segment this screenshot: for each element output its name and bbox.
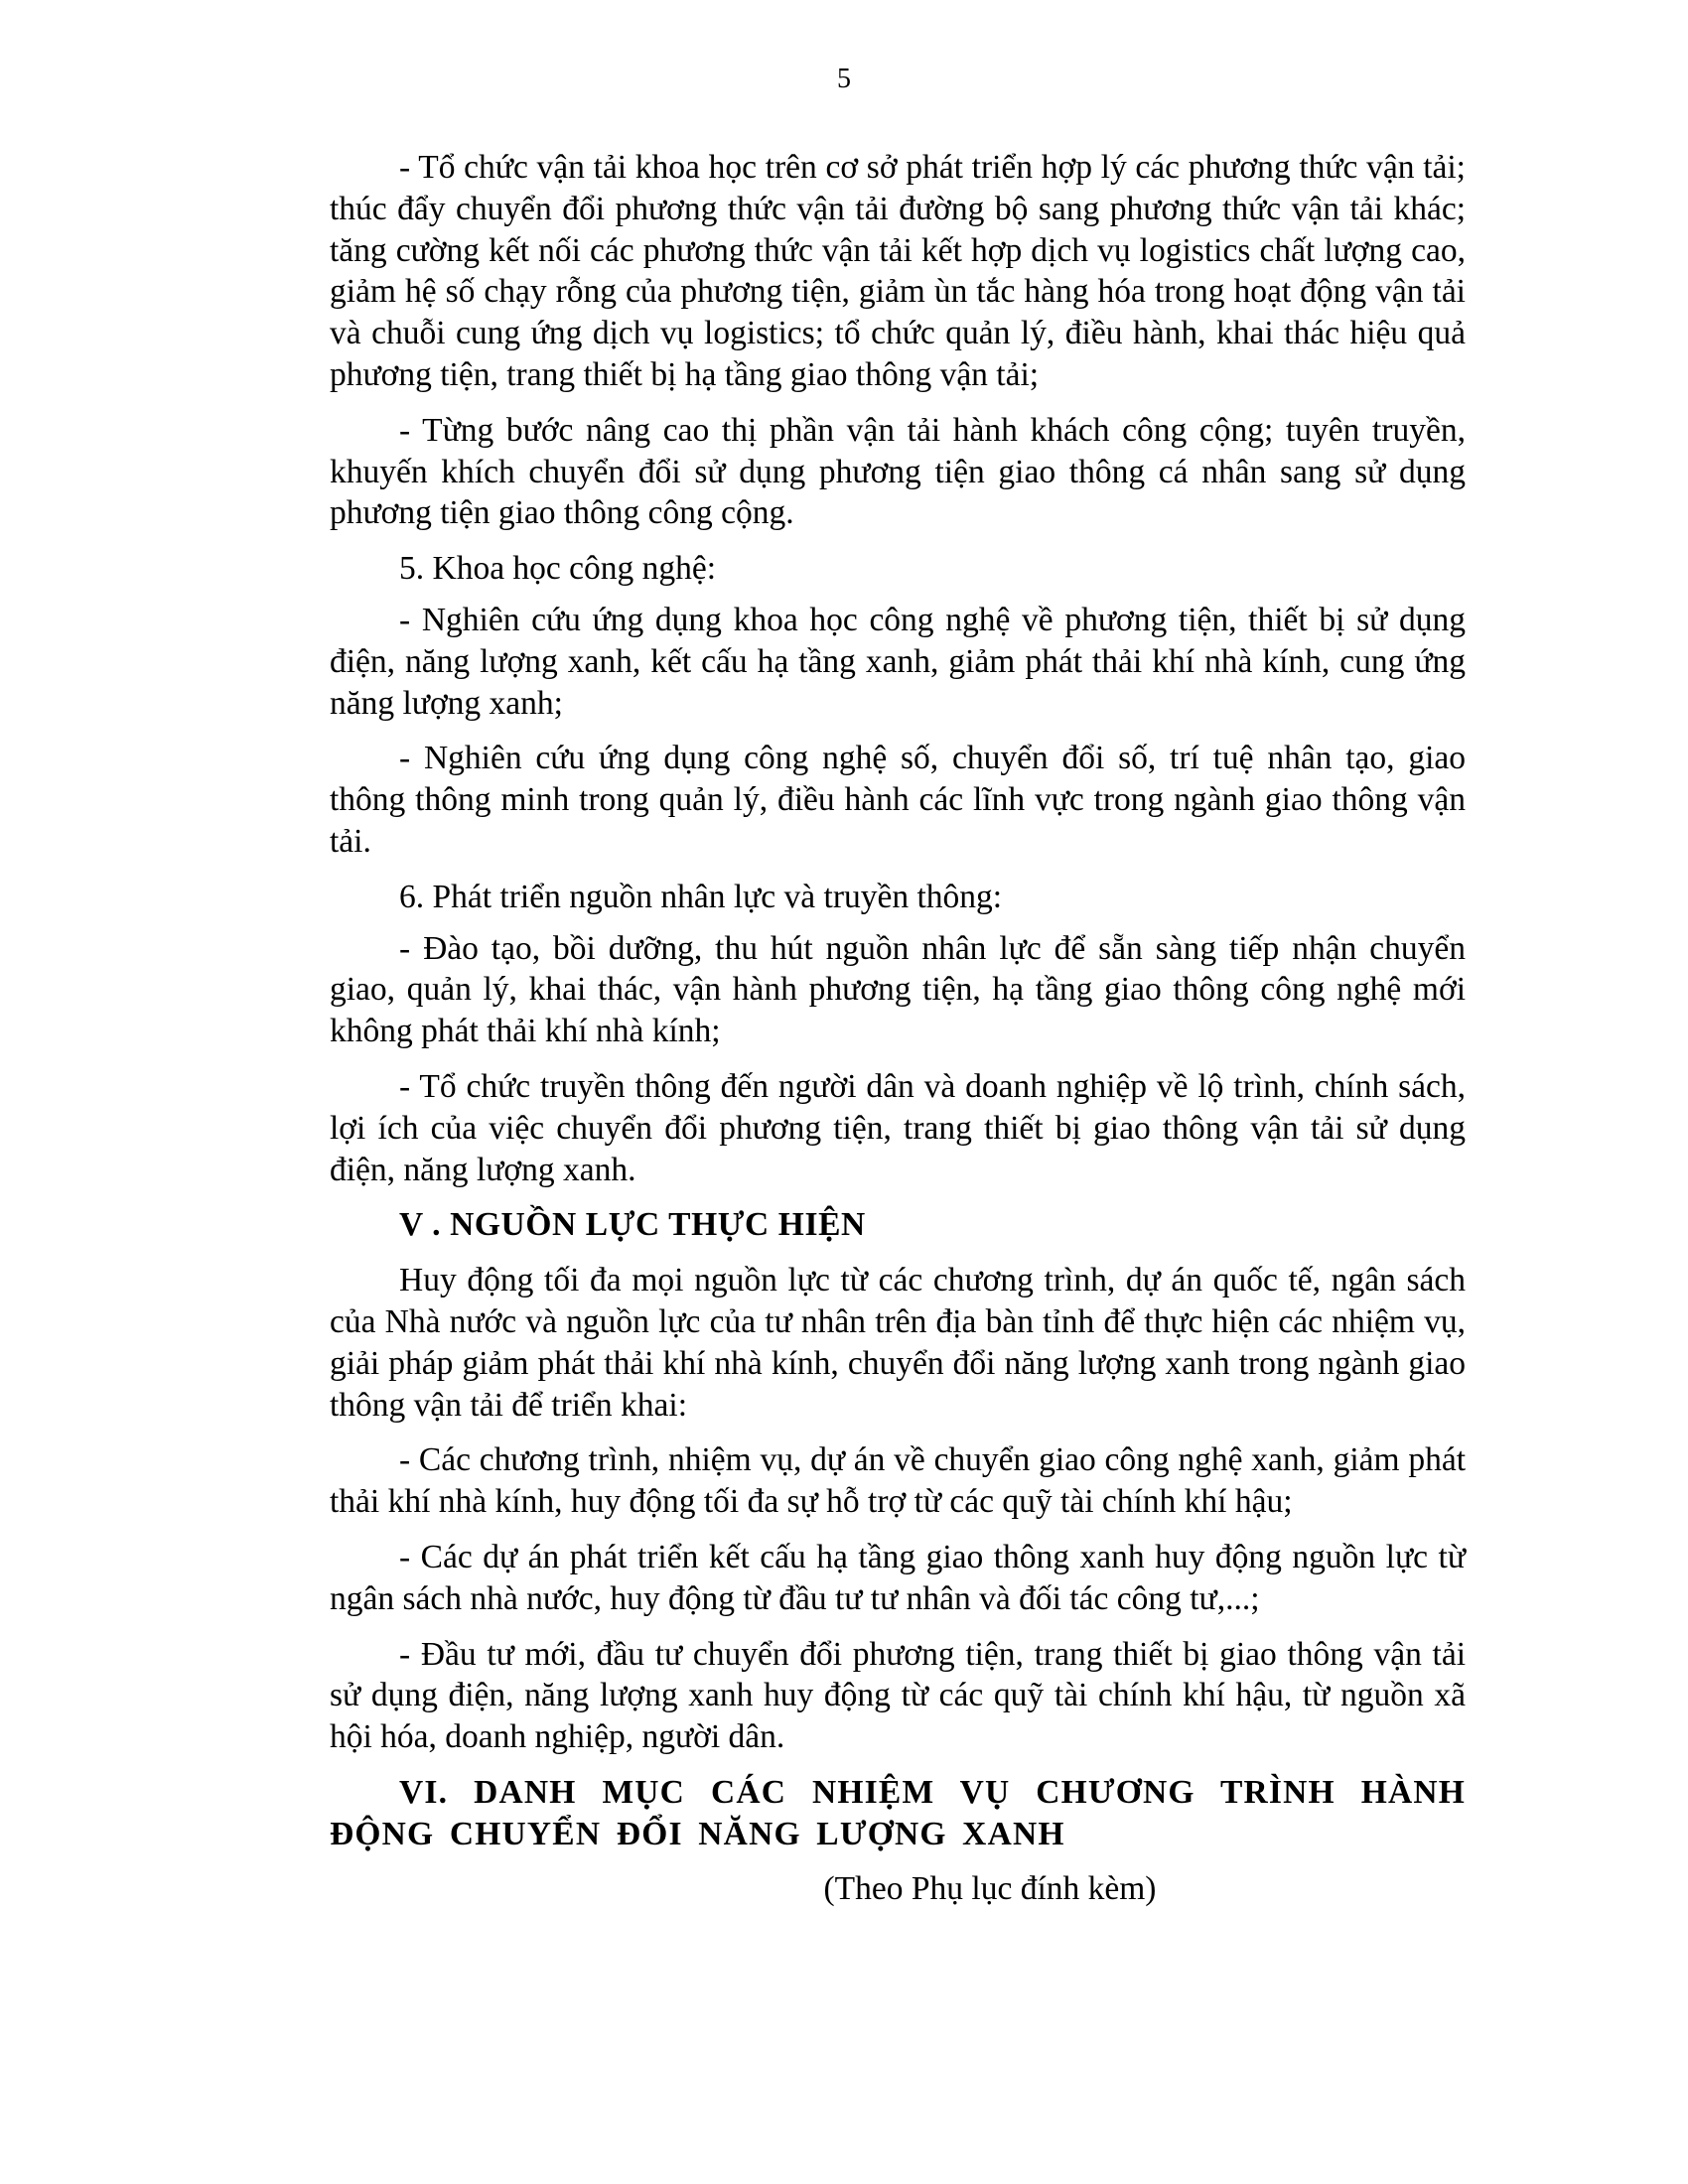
document-body bbox=[330, 147, 1466, 1910]
section-6-heading: 6. Phát triển nguồn nhân lực và truyền thông: bbox=[399, 878, 1003, 915]
section-v-item: - Các chương trình, nhiệm vụ, dự án về chuyển giao công nghệ xanh, giảm phát thải khí nhà kính, huy động tối đa sự hỗ trợ từ các quỹ tài chính khí hậu; bbox=[330, 1441, 1466, 1521]
section-v-intro: Huy động tối đa mọi nguồn lực từ các chương trình, dự án quốc tế, ngân sách của Nhà nước và nguồn lực của tư nhân trên địa bàn tỉnh để thực hiện các nhiệm vụ, giải pháp giảm phát thải khí nhà kính, chuyển đổi năng lượng xanh trong ngành giao thông vận tải để triển khai: bbox=[330, 1262, 1466, 1424]
section-6-item: - Tổ chức truyền thông đến người dân và doanh nghiệp về lộ trình, chính sách, lợi ích của việc chuyển đổi phương tiện, trang thiết bị giao thông vận tải sử dụng điện, năng lượng xanh. bbox=[330, 1067, 1466, 1188]
section-5-item: - Nghiên cứu ứng dụng công nghệ số, chuyển đổi số, trí tuệ nhân tạo, giao thông thông minh trong quản lý, điều hành các lĩnh vực trong ngành giao thông vận tải. bbox=[330, 740, 1466, 860]
section-v-item: - Các dự án phát triển kết cấu hạ tầng giao thông xanh huy động nguồn lực từ ngân sách nhà nước, huy động từ đầu tư tư nhân và đối tác công tư,...; bbox=[330, 1538, 1466, 1617]
paragraph-transport-organization: - Tổ chức vận tải khoa học trên cơ sở phát triển hợp lý các phương thức vận tải; thúc đẩy chuyển đổi phương thức vận tải đường bộ sang phương thức vận tải khác; tăng cường kết nối các phương thức vận tải kết hợp dịch vụ logistics chất lượng cao, giảm hệ số chạy rỗng của phương tiện, giảm ùn tắc hàng hóa trong hoạt động vận tải và chuỗi cung ứng dịch vụ logistics; tổ chức quản lý, điều hành, khai thác hiệu quả phương tiện, trang thiết bị hạ tầng giao thông vận tải; bbox=[330, 149, 1466, 393]
section-6-item: - Đào tạo, bồi dưỡng, thu hút nguồn nhân lực để sẵn sàng tiếp nhận chuyển giao, quản lý, khai thác, vận hành phương tiện, hạ tầng giao thông công nghệ mới không phát thải khí nhà kính; bbox=[330, 929, 1466, 1050]
appendix-note: (Theo Phụ lục đính kèm) bbox=[823, 1870, 1157, 1908]
section-v-heading: V . NGUỒN LỰC THỰC HIỆN bbox=[399, 1206, 866, 1244]
section-5-heading: 5. Khoa học công nghệ: bbox=[399, 550, 717, 588]
section-vi-heading: VI. DANH MỤC CÁC NHIỆM VỤ CHƯƠNG TRÌNH HÀNH ĐỘNG CHUYỂN ĐỔI NĂNG LƯỢNG XANH bbox=[330, 1773, 1466, 1852]
paragraph-public-transport: - Từng bước nâng cao thị phần vận tải hành khách công cộng; tuyên truyền, khuyến khích chuyển đổi sử dụng phương tiện giao thông cá nhân sang sử dụng phương tiện giao thông công cộng. bbox=[330, 411, 1466, 532]
section-5-item: - Nghiên cứu ứng dụng khoa học công nghệ về phương tiện, thiết bị sử dụng điện, năng lượng xanh, kết cấu hạ tầng xanh, giảm phát thải khí nhà kính, cung ứng năng lượng xanh; bbox=[330, 601, 1466, 722]
section-v-item: - Đầu tư mới, đầu tư chuyển đổi phương tiện, trang thiết bị giao thông vận tải sử dụng điện, năng lượng xanh huy động từ các quỹ tài chính khí hậu, từ nguồn xã hội hóa, doanh nghiệp, người dân. bbox=[330, 1635, 1466, 1756]
page-number: 5 bbox=[837, 64, 851, 94]
